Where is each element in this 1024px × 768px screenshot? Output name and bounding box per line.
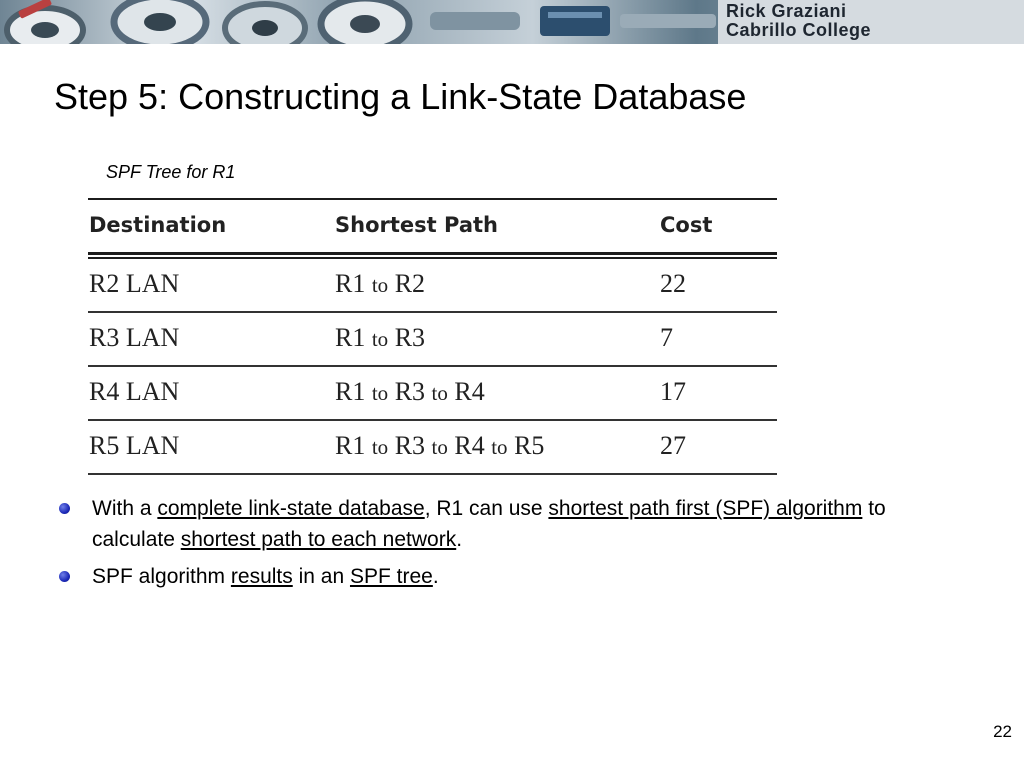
path-token: to <box>371 435 389 459</box>
bullet-text: With a <box>92 497 158 520</box>
bullet-text: SPF algorithm <box>92 565 231 588</box>
cell-cost: 7 <box>660 323 673 352</box>
path-token: R2 <box>394 269 426 298</box>
underlined-term: SPF tree <box>349 565 433 588</box>
bullet-text: to calculate <box>92 497 886 551</box>
underlined-term: shortest path first (SPF) algorithm <box>548 497 863 520</box>
path-token: R1 <box>335 323 366 352</box>
table-body <box>88 259 777 475</box>
path-token: R5 <box>514 431 545 460</box>
college-name: Cabrillo College <box>726 20 872 40</box>
slide-title: Step 5: Constructing a Link-State Database <box>54 76 747 117</box>
path-token: R1 <box>335 269 366 298</box>
path-token: to <box>371 273 389 297</box>
header-shortest-path: Shortest Path <box>335 213 498 237</box>
table-row <box>88 313 777 367</box>
path-token: R4 <box>454 377 485 406</box>
cell-destination: R5 LAN <box>89 431 180 460</box>
banner-text-box <box>718 0 1024 44</box>
header-destination: Destination <box>89 213 227 237</box>
underlined-term: complete link-state database <box>157 497 425 520</box>
bullet-text: , R1 can use <box>424 497 549 520</box>
table-header-double-rule <box>88 252 777 259</box>
banner-network-gear-image <box>0 0 718 44</box>
cell-shortest-path <box>335 259 425 310</box>
bullet-text: in an <box>292 565 350 588</box>
spf-tree-table <box>88 198 777 475</box>
cell-destination: R3 LAN <box>89 323 180 352</box>
table-row <box>88 421 777 475</box>
table-row <box>88 259 777 313</box>
path-token: R1 <box>335 431 366 460</box>
author-name: Rick Graziani <box>726 1 847 21</box>
cell-cost: 27 <box>660 431 686 460</box>
bullet-item <box>56 561 956 592</box>
cell-cost: 22 <box>660 269 686 298</box>
path-token: R3 <box>394 377 426 406</box>
path-token: to <box>371 327 389 351</box>
page-number: 22 <box>993 722 1012 741</box>
path-token: R3 <box>394 431 426 460</box>
path-token: R1 <box>335 377 366 406</box>
path-token: to <box>431 381 448 405</box>
cell-shortest-path <box>335 367 485 418</box>
cell-destination: R4 LAN <box>89 377 180 406</box>
bullet-text: . <box>432 565 439 588</box>
cell-shortest-path <box>335 421 544 472</box>
path-token: to <box>431 435 448 459</box>
table-caption: SPF Tree for R1 <box>106 162 236 182</box>
header-banner <box>0 0 1024 44</box>
bullet-text: . <box>456 528 463 551</box>
path-token: R4 <box>454 431 485 460</box>
cell-cost: 17 <box>660 377 686 406</box>
path-token: R3 <box>394 323 426 352</box>
underlined-term: results <box>230 565 293 588</box>
table-header-row <box>88 200 777 252</box>
bullet-list <box>56 493 956 598</box>
cell-shortest-path <box>335 313 425 364</box>
path-token: to <box>371 381 389 405</box>
bullet-dot-icon <box>59 571 70 582</box>
table-row <box>88 367 777 421</box>
underlined-term: shortest path to each network <box>180 528 457 551</box>
bullet-dot-icon <box>59 503 70 514</box>
path-token: to <box>491 435 508 459</box>
header-cost: Cost <box>660 213 713 237</box>
bullet-item <box>56 493 956 555</box>
cell-destination: R2 LAN <box>89 269 180 298</box>
